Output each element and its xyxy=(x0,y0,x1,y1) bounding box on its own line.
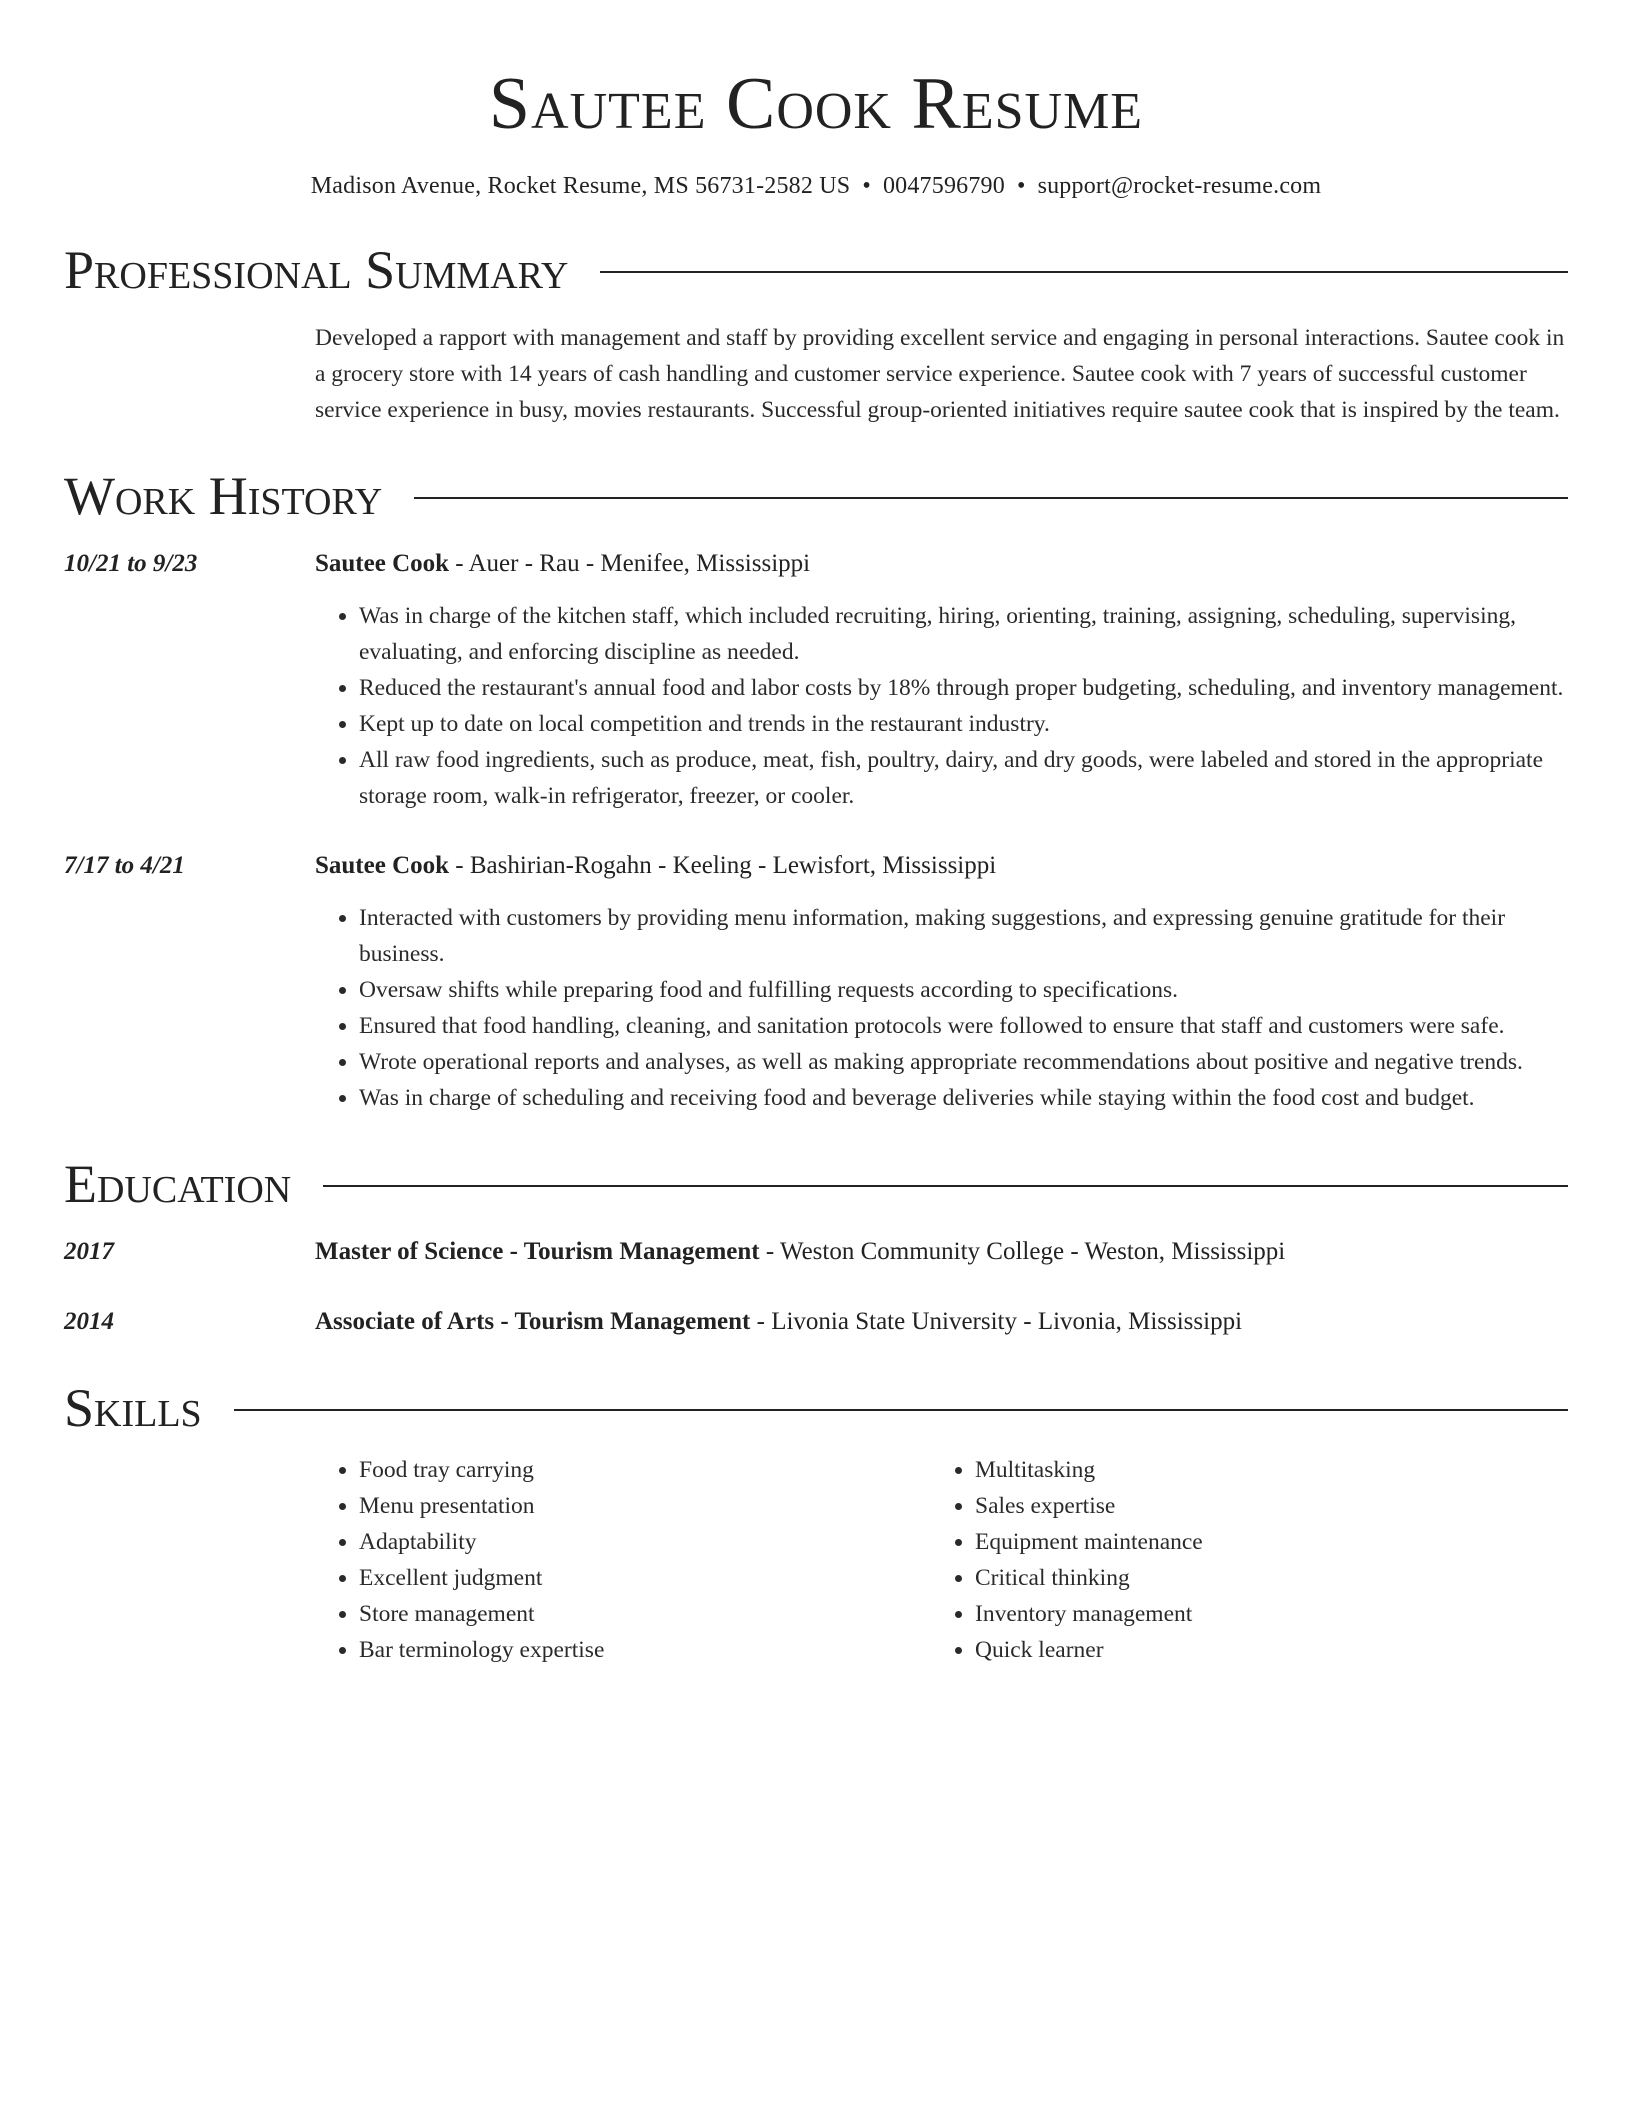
resume-page xyxy=(64,0,1568,1668)
skills-column-right xyxy=(931,1452,1568,1668)
work-entry xyxy=(64,546,1568,814)
skills-list xyxy=(315,1452,1568,1668)
list-item: • Reduced the restaurant's annual food and labor costs by 18% through proper budgeting, scheduling, and inventory management. xyxy=(359,670,1568,706)
list-item: • Inventory management xyxy=(975,1596,1568,1632)
list-item: • Store management xyxy=(359,1596,931,1632)
list-item: • Was in charge of the kitchen staff, which included recruiting, hiring, orienting, training, assigning, scheduling, supervising, evaluating, and enforcing discipline as needed. xyxy=(359,598,1568,670)
work-details: - Bashirian-Rogahn - Keeling - Lewisfort, Mississippi xyxy=(449,852,997,879)
work-headline xyxy=(315,546,1568,582)
education-entry xyxy=(64,1304,1568,1340)
summary-section-header xyxy=(64,240,1568,300)
education-year: 2017 xyxy=(64,1238,114,1265)
contact-separator: • xyxy=(1016,173,1026,199)
skills-heading: Skills xyxy=(64,1378,202,1438)
list-item: • Oversaw shifts while preparing food and fulfilling requests according to specifications. xyxy=(359,972,1568,1008)
summary-text: Developed a rapport with management and staff by providing excellent service and engaging in personal interactions. Sautee cook in a grocery store with 14 years of cash handling and customer service experience. Sautee cook with 7 years of successful customer service experience in busy, movies restaurants. Successful group-oriented initiatives require sautee cook that is inspired by the team. xyxy=(315,325,1565,423)
work-bullets xyxy=(315,900,1568,1116)
work-details: - Auer - Rau - Menifee, Mississippi xyxy=(449,550,811,577)
contact-phone: 0047596790 xyxy=(882,173,1005,199)
work-dates: 10/21 to 9/23 xyxy=(64,550,198,577)
summary-heading: Professional Summary xyxy=(64,240,569,300)
list-item: • Interacted with customers by providing menu information, making suggestions, and expressing genuine gratitude for their business. xyxy=(359,900,1568,972)
education-degree: Associate of Arts - Tourism Management xyxy=(315,1308,751,1335)
work-bullets xyxy=(315,598,1568,814)
work-role: Sautee Cook xyxy=(315,852,450,879)
education-heading: Education xyxy=(64,1154,292,1214)
list-item: • Adaptability xyxy=(359,1524,931,1560)
education-headline xyxy=(315,1234,1568,1270)
list-item: • Critical thinking xyxy=(975,1560,1568,1596)
skills-section-header xyxy=(64,1378,1568,1438)
work-section-header xyxy=(64,466,1568,526)
list-item: • Wrote operational reports and analyses, as well as making appropriate recommendations about positive and negative trends. xyxy=(359,1044,1568,1080)
list-item: • Quick learner xyxy=(975,1632,1568,1668)
list-item: • Was in charge of scheduling and receiving food and beverage deliveries while staying within the food cost and budget. xyxy=(359,1080,1568,1116)
education-entry xyxy=(64,1234,1568,1270)
work-dates: 7/17 to 4/21 xyxy=(64,852,185,879)
list-item: • Kept up to date on local competition and trends in the restaurant industry. xyxy=(359,706,1568,742)
list-item: • Sales expertise xyxy=(975,1488,1568,1524)
list-item: • Bar terminology expertise xyxy=(359,1632,931,1668)
list-item: • Excellent judgment xyxy=(359,1560,931,1596)
contact-email: support@rocket-resume.com xyxy=(1037,173,1322,199)
section-divider xyxy=(323,1185,1568,1187)
list-item: • Equipment maintenance xyxy=(975,1524,1568,1560)
section-divider xyxy=(600,271,1568,273)
work-entry-body xyxy=(315,546,1568,814)
section-divider xyxy=(234,1409,1568,1411)
contact-line xyxy=(64,170,1568,202)
work-entry xyxy=(64,848,1568,1116)
education-headline xyxy=(315,1304,1568,1340)
skills-column-left xyxy=(315,1452,931,1668)
work-entry-body xyxy=(315,848,1568,1116)
education-details: - Weston Community College - Weston, Mississippi xyxy=(759,1238,1286,1265)
education-degree: Master of Science - Tourism Management xyxy=(315,1238,760,1265)
list-item: • Ensured that food handling, cleaning, and sanitation protocols were followed to ensure that staff and customers were safe. xyxy=(359,1008,1568,1044)
list-item: • Food tray carrying xyxy=(359,1452,931,1488)
education-section-header xyxy=(64,1154,1568,1214)
work-heading: Work History xyxy=(64,466,383,526)
list-item: • Multitasking xyxy=(975,1452,1568,1488)
contact-separator: • xyxy=(862,173,871,199)
list-item: • All raw food ingredients, such as produce, meat, fish, poultry, dairy, and dry goods, were labeled and stored in the appropriate storage room, walk-in refrigerator, freezer, or cooler. xyxy=(359,742,1568,814)
education-year: 2014 xyxy=(64,1308,114,1335)
education-details: - Livonia State University - Livonia, Mississippi xyxy=(750,1308,1243,1335)
resume-title: Sautee Cook Resume xyxy=(488,63,1144,145)
work-headline xyxy=(315,848,1568,884)
list-item: • Menu presentation xyxy=(359,1488,931,1524)
section-divider xyxy=(414,497,1568,499)
contact-address: Madison Avenue, Rocket Resume, MS 56731-2582 US xyxy=(310,173,851,199)
work-role: Sautee Cook xyxy=(315,550,450,577)
